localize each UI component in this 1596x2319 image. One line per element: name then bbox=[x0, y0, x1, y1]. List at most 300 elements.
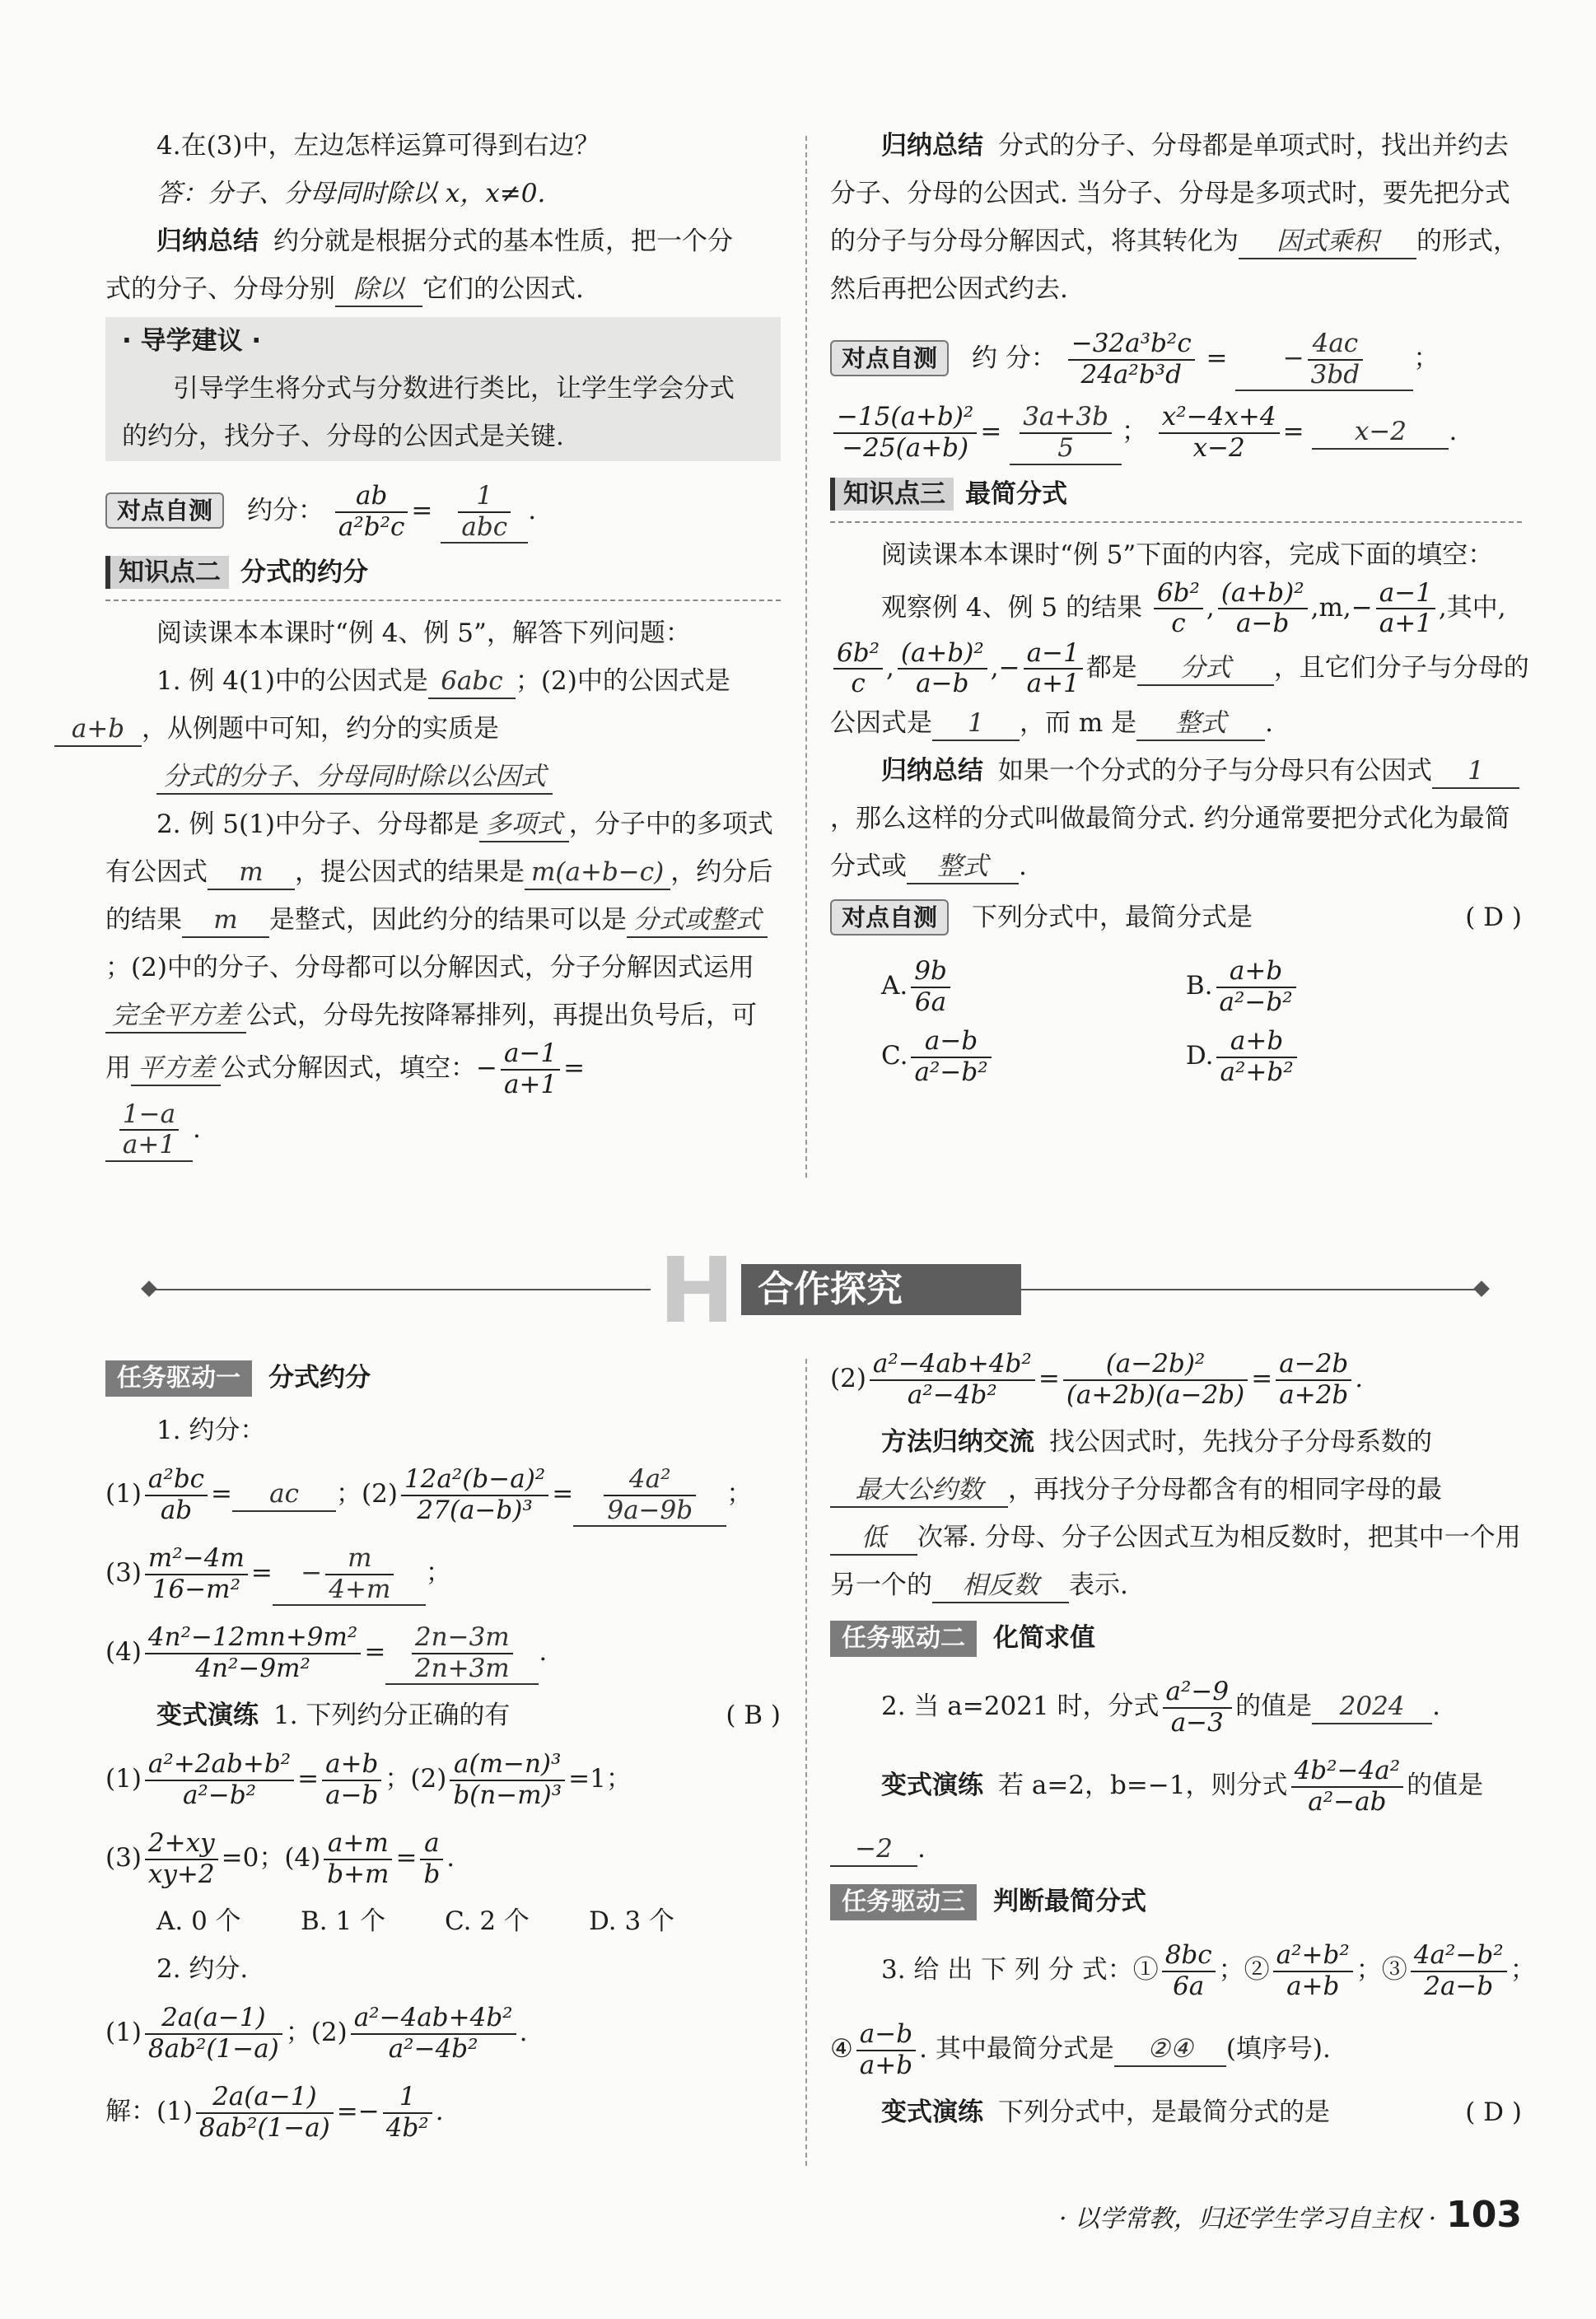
task-2-variant-answer: −2 . bbox=[830, 1825, 1522, 1873]
blank-one[interactable]: 1 bbox=[932, 707, 1020, 741]
fraction-a2bc-ab bbox=[145, 1465, 208, 1525]
method-text-a: 找公因式时，先找分子分母系数的 bbox=[1049, 1427, 1432, 1457]
blank-perfect-square[interactable]: 完全平方差 bbox=[105, 999, 246, 1034]
kp2-q2-answer-line: $\frac{1-a}{a+1}$ . bbox=[105, 1100, 781, 1162]
t3-fraction-4 bbox=[856, 2020, 916, 2080]
numerator: 9b bbox=[911, 957, 950, 988]
answer-denominator: 2n+3m bbox=[414, 1653, 510, 1683]
option-c-fraction bbox=[911, 1027, 991, 1087]
page-footer bbox=[1059, 2191, 1522, 2244]
guide-text-a: 引导学生将分式与分数进行类比，让学生学会分式 bbox=[173, 374, 735, 404]
numerator: (a+b)² bbox=[1218, 579, 1308, 610]
numerator: a(m−n)³ bbox=[450, 1750, 565, 1781]
task-3-question: 3. 给 出 下 列 分 式：① $\frac{8bc}{6a}$ ；② $\frac{\text{a²+b²}}{a+b}$ ；③ $\frac{\text{4a²−b²}}{2a-b}$ ； bbox=[881, 1939, 1536, 2001]
t3-fraction-3 bbox=[1411, 1941, 1507, 2001]
answer-fraction bbox=[458, 482, 511, 542]
variant-row-2: (3) $\frac{2+xy}{xy+2}$ =0；(4) $\frac{a+m}{b+m}$ = $\frac{a}{b}$ . bbox=[105, 1827, 455, 1889]
column-divider-top bbox=[805, 136, 807, 1178]
denominator: 16−m² bbox=[152, 1574, 240, 1604]
numerator: 4b²−4a² bbox=[1291, 1757, 1404, 1788]
option-c-label: C. bbox=[881, 1041, 908, 1071]
kp3-label: 知识点三 bbox=[830, 478, 954, 511]
solution-row: 解：(1) $\frac{2a(a-1)}{\text{8ab²(1−a)}}$ =− $\frac{1}{\text{4b²}}$ . bbox=[105, 2081, 444, 2143]
v-fraction-1 bbox=[145, 1750, 294, 1810]
numerator: 1 bbox=[383, 2083, 432, 2114]
fraction-a1-a1-2 bbox=[1024, 639, 1083, 699]
numerator: ab bbox=[335, 482, 408, 513]
numerator: a+b bbox=[1216, 1027, 1296, 1058]
task-3-question-2: ④ $\frac{a-b}{a+b}$ . 其中最简分式是 ②④ (填序号). bbox=[830, 2018, 1331, 2080]
blank-fraction[interactable]: 分式 bbox=[1137, 651, 1274, 686]
denominator: a−b bbox=[325, 1780, 379, 1810]
summary-label: 归纳总结 bbox=[881, 756, 983, 786]
numerator: 2a(a−1) bbox=[196, 2083, 334, 2114]
choice-a[interactable]: A. 0 个 bbox=[156, 1906, 241, 1936]
blank-lowest[interactable]: 低 bbox=[830, 1521, 917, 1556]
blank-final-fraction[interactable] bbox=[105, 1100, 193, 1162]
kp3-summary-b: ，那么这样的分式叫做最简分式. 约分通常要把分式化为最简分式或 bbox=[830, 804, 1510, 882]
fraction-4n2 bbox=[145, 1623, 361, 1683]
denominator: 4b² bbox=[385, 2112, 429, 2143]
kp2-title: 分式的约分 bbox=[240, 558, 368, 588]
answer-numerator: 4ac bbox=[1308, 329, 1363, 361]
answer-2024[interactable]: 2024 bbox=[1312, 1690, 1432, 1724]
t2-var-fraction bbox=[1291, 1757, 1404, 1817]
numerator: a²−9 bbox=[1163, 1677, 1233, 1709]
solution-answer bbox=[383, 2083, 432, 2143]
denominator: a²−b² bbox=[1219, 987, 1293, 1017]
denominator: c bbox=[851, 669, 866, 699]
denominator: −25(a+b) bbox=[842, 432, 969, 463]
blank-divide[interactable]: 除以 bbox=[335, 273, 422, 307]
blank-one-2[interactable]: 1 bbox=[1432, 754, 1519, 789]
method-text-b: ，再找分子分母都含有的相同字母的最 bbox=[1008, 1475, 1442, 1505]
denominator: 27(a−b)³ bbox=[417, 1495, 533, 1525]
method-text-d: 表示. bbox=[1069, 1570, 1128, 1600]
denominator: a−3 bbox=[1170, 1707, 1224, 1738]
blank-m-2[interactable]: m bbox=[182, 903, 269, 938]
kp2-question-2: 2. 例 5(1)中分子、分母都是 多项式 ，分子中的多项式有公因式 m ，提公因式的结果是 m(a+b−c) ，约分后的结果 m 是整式，因此约分的结果可以是 分式或整式；(2)中的分子、分母都可以分解因式，分子分解因式运用完全平方差 公式，分母先按降幂排列，再提出负号后，可用 平方差 公式分解因式，填空：− $\frac{a-1}{a+1}$ = bbox=[105, 810, 773, 1099]
fraction-a1-a1 bbox=[1376, 579, 1435, 639]
t3-fraction-1 bbox=[1162, 1941, 1216, 2001]
denominator: a²−4b² bbox=[907, 1379, 997, 1410]
options-row-1 bbox=[830, 953, 1522, 1019]
numerator: a+m bbox=[324, 1829, 392, 1860]
kp2-label: 知识点二 bbox=[105, 556, 229, 589]
option-a-label: A. bbox=[881, 971, 908, 1001]
task-2-question: 2. 当 a=2021 时，分式 $\frac{\text{a²−9}}{a-3}$ 的值是 2024 . bbox=[881, 1676, 1440, 1738]
q2-fraction-2 bbox=[351, 2004, 516, 2064]
numerator: −15(a+b)² bbox=[833, 403, 977, 434]
self-test-3 bbox=[830, 894, 1522, 941]
task-1-row-2: (3) $\frac{\text{m²−4m}}{\text{16−m²}}$ = − $\frac{m}{4+m}$ ； bbox=[105, 1533, 781, 1612]
kp2-q2-text-f: ；(2)中的分子、分母都可以分解因式，分子分解因式运用 bbox=[105, 953, 754, 983]
blank-polynomial[interactable]: 多项式 bbox=[479, 808, 569, 842]
footer-motto: · 以学常教，归还学生学习自主权 · bbox=[1058, 2205, 1437, 2233]
v-fraction-2 bbox=[450, 1750, 565, 1810]
denominator: a+1 bbox=[1379, 609, 1432, 639]
task-1-row-3: (4) $\frac{\text{4n²−12mn+9m²}}{\text{4n²−9m²}}$ = $\frac{2n-3m}{2n+3m}$ . bbox=[105, 1612, 781, 1691]
numerator: m²−4m bbox=[145, 1544, 248, 1575]
answer-fraction bbox=[325, 1544, 394, 1604]
blank-factor-result[interactable]: m(a+b−c) bbox=[525, 856, 670, 890]
kp2-q1-text-b: ；(2)中的公因式是 bbox=[515, 666, 730, 697]
answer-numerator: 4a² bbox=[604, 1465, 696, 1496]
option-d-fraction bbox=[1216, 1027, 1296, 1087]
fraction-6b2-c-2 bbox=[833, 639, 883, 699]
kp2-question-1 bbox=[71, 657, 781, 800]
denominator: b+m bbox=[327, 1859, 390, 1889]
task-1-row-1: (1) $\frac{\text{a²bc}}{ab}$ = ac ；(2) $\frac{\text{12a²(b−a)²}}{\text{27(a−b)³}}$ = $\frac{\text{4a²}}{9a-9b}$ ； bbox=[105, 1454, 781, 1533]
answer-fraction bbox=[1308, 329, 1363, 390]
v-fraction-4b bbox=[420, 1829, 443, 1889]
fraction-3 bbox=[1159, 403, 1280, 463]
task-1-label: 任务驱动一 bbox=[105, 1360, 252, 1397]
task-3-variant bbox=[830, 2088, 1522, 2136]
denominator: x−2 bbox=[1192, 432, 1245, 463]
method-summary bbox=[830, 1418, 1522, 1609]
denominator: a²−4b² bbox=[388, 2033, 478, 2064]
denominator: 6a bbox=[1173, 1971, 1205, 2001]
kp3-title: 最简分式 bbox=[965, 478, 1067, 509]
task-2-text: 2. 当 a=2021 时，分式 bbox=[881, 1691, 1160, 1721]
denominator: a+1 bbox=[1026, 669, 1080, 699]
summary-2 bbox=[830, 122, 1522, 313]
numerator: a−2b bbox=[1276, 1350, 1351, 1381]
choice-c[interactable]: C. 2 个 bbox=[445, 1906, 530, 1936]
kp2-q2-text-d: ，约分后的结果 bbox=[105, 857, 773, 936]
denominator: b(n−m)³ bbox=[453, 1780, 562, 1810]
self-test-2: 对点自测 约 分： $\frac{\text{−32a³b²c}}{\text{24a²b³d}}$ = − $\frac{4ac}{3bd}$ ； bbox=[830, 329, 1522, 391]
right-top-column bbox=[830, 122, 1529, 1093]
answer-denominator: 4+m bbox=[329, 1574, 391, 1604]
blank-common-factor-2[interactable]: a+b bbox=[54, 712, 142, 747]
equals-sign: = bbox=[411, 496, 433, 526]
answer-2[interactable] bbox=[573, 1465, 726, 1527]
variant-answer[interactable]: ( D ) bbox=[1465, 2097, 1522, 2127]
part-2-label: (2) bbox=[830, 1364, 866, 1393]
self-test-badge: 对点自测 bbox=[830, 899, 949, 936]
answer-denominator: 5 bbox=[1057, 432, 1074, 463]
kp3-observe-2: $\frac{\text{6b²}}{c}$ , $\frac{\text{(a+b)²}}{a-b}$ ,− $\frac{a-1}{a+1}$ 都是 分式 ，且它们分子与分母的 bbox=[830, 639, 1522, 699]
task-2-variant bbox=[830, 1746, 1522, 1825]
choice-d[interactable]: D. 3 个 bbox=[589, 1906, 675, 1936]
banner-dot-right bbox=[1473, 1281, 1490, 1297]
kp3-observe-text: 观察例 4、例 5 的结果 bbox=[881, 592, 1143, 623]
answer-fraction bbox=[604, 1465, 696, 1525]
answer-2-4[interactable]: ②④ bbox=[1114, 2032, 1226, 2067]
denominator: xy+2 bbox=[147, 1859, 215, 1889]
task-2-heading bbox=[830, 1614, 1522, 1662]
denominator: a²+b² bbox=[1220, 1057, 1294, 1087]
solution-fraction bbox=[196, 2083, 334, 2143]
denominator: 6a bbox=[914, 987, 947, 1017]
variant-choices bbox=[105, 1897, 781, 1945]
answer-1[interactable]: − $\frac{4ac}{3bd}$ bbox=[1235, 329, 1413, 391]
variant-row-1: (1) $\frac{\text{a²+2ab+b²}}{\text{a²−b²}}$ = $\frac{a+b}{a-b}$ ；(2) $\frac{\text{a(m−n)³}}{\text{b(n−m)³}}$ =1； bbox=[105, 1748, 632, 1810]
blank-diff-squares[interactable]: 平方差 bbox=[131, 1052, 221, 1086]
kp3-observe-3: 公因式是 1 ，而 m 是 整式 . bbox=[830, 699, 1522, 747]
question-4: 4.在(3)中，左边怎样运算可得到右边？ bbox=[156, 131, 600, 161]
blank-common-factor-1[interactable]: 6abc bbox=[428, 665, 516, 699]
q2-fraction-1 bbox=[145, 2004, 282, 2064]
banner-rule-left bbox=[148, 1289, 651, 1290]
denominator: a²−ab bbox=[1308, 1786, 1387, 1817]
summary-label: 归纳总结 bbox=[881, 131, 983, 161]
fraction-ab2-ab bbox=[1218, 579, 1308, 639]
denominator: 8ab²(1−a) bbox=[198, 2112, 330, 2143]
fraction-ab2-ab-2 bbox=[898, 639, 987, 699]
self-test-prefix: 约 分： bbox=[972, 343, 1057, 374]
task-1-question: 1. 约分： bbox=[156, 1416, 266, 1445]
blank-m[interactable]: m bbox=[208, 856, 295, 890]
denominator: a+b bbox=[859, 2050, 913, 2080]
answer-numerator: 2n−3m bbox=[412, 1623, 513, 1654]
numerator: a²−4ab+4b² bbox=[351, 2004, 516, 2035]
right-bottom-column bbox=[830, 1348, 1536, 2136]
left-bottom-column bbox=[105, 1349, 781, 2151]
choice-b[interactable]: B. 1 个 bbox=[301, 1906, 386, 1936]
answer-3[interactable]: x−2 bbox=[1312, 415, 1449, 450]
self-test-answer[interactable]: ( D ) bbox=[1465, 903, 1522, 933]
option-c[interactable] bbox=[881, 1019, 1178, 1093]
summary-text: 分式的分子、分母都是单项式时，找出并约去分子、分母的公因式. 当分子、分母是多项式时，要先把分式的分子与分母分解因式，将其转化为 bbox=[830, 131, 1510, 256]
variant-label: 变式演练 bbox=[156, 1701, 259, 1730]
t3-fraction-2 bbox=[1273, 1941, 1353, 2001]
numerator: a+b bbox=[1216, 957, 1296, 988]
blank-factor-product[interactable]: 因式乘积 bbox=[1239, 225, 1416, 259]
answer-2[interactable] bbox=[1010, 403, 1122, 464]
sol2-fraction-3 bbox=[1276, 1350, 1351, 1410]
self-test-badge: 对点自测 bbox=[105, 492, 224, 529]
denominator: c bbox=[1171, 609, 1186, 639]
answer-numerator: m bbox=[325, 1544, 394, 1575]
q2-row: (1) $\frac{2a(a-1)}{\text{8ab²(1−a)}}$ ；(2) $\frac{\text{a²−4ab+4b²}}{\text{a²−4b²}}$ . bbox=[105, 2002, 528, 2064]
task-1-title: 分式约分 bbox=[268, 1363, 371, 1393]
fraction-6b2-c bbox=[1154, 579, 1203, 639]
denominator: a+2b bbox=[1279, 1379, 1349, 1410]
answer-numerator: 1−a bbox=[119, 1100, 179, 1132]
task-3-text: 3. 给 出 下 列 分 式： bbox=[881, 1955, 1133, 1985]
numerator: 6b² bbox=[1154, 579, 1203, 610]
numerator: a−1 bbox=[501, 1039, 560, 1071]
v-fraction-4 bbox=[324, 1829, 392, 1889]
numerator: −32a³b²c bbox=[1068, 329, 1195, 361]
banner-letter: H bbox=[659, 1238, 735, 1343]
option-b-fraction bbox=[1216, 957, 1296, 1017]
task-3-label: 任务驱动三 bbox=[830, 1884, 977, 1920]
kp3-summary-a: 如果一个分式的分子与分母只有公因式 bbox=[998, 756, 1432, 786]
guide-title: · 导学建议 · bbox=[122, 326, 262, 356]
answer-neg-2[interactable]: −2 bbox=[830, 1832, 917, 1867]
denominator: 24a²b³d bbox=[1080, 359, 1182, 390]
answer-denominator: 3bd bbox=[1310, 359, 1360, 390]
summary-1 bbox=[105, 217, 781, 313]
method-text-c: 次幂. 分母、分子公因式互为相反数时，把其中一个用另一个的 bbox=[830, 1523, 1521, 1600]
self-test-fraction bbox=[335, 482, 408, 542]
fraction-12a2 bbox=[401, 1465, 548, 1525]
denominator: a+1 bbox=[503, 1069, 558, 1099]
denominator: a²−b² bbox=[182, 1780, 257, 1810]
answer-denominator: a+1 bbox=[122, 1130, 176, 1160]
kp2-q2-text-a: 2. 例 5(1)中分子、分母都是 bbox=[156, 810, 479, 840]
numerator: a−b bbox=[856, 2020, 916, 2051]
knowledge-point-3-heading bbox=[830, 470, 1522, 523]
option-a-fraction bbox=[911, 957, 950, 1017]
numerator: a−1 bbox=[1024, 639, 1083, 670]
answer-denominator: 9a−9b bbox=[607, 1495, 693, 1525]
blank-opposite[interactable]: 相反数 bbox=[932, 1569, 1069, 1603]
self-test-answer[interactable] bbox=[441, 482, 528, 544]
banner-title: 合作探究 bbox=[741, 1264, 1021, 1315]
blank-essence[interactable]: 分式的分子、分母同时除以公因式 bbox=[156, 760, 553, 795]
variant-text: 若 a=2，b=−1，则分式 bbox=[998, 1771, 1288, 1800]
solution-part-2: (2) $\frac{\text{a²−4ab+4b²}}{\text{a²−4b²}}$ = $\frac{\text{(a−2b)²}}{(a+2b)(a-2b)}$ = $\frac{a-2b}{a+2b}$ . bbox=[830, 1348, 1364, 1410]
numerator: x²−4x+4 bbox=[1159, 403, 1280, 434]
task-3-fill: (填序号). bbox=[1225, 2034, 1331, 2064]
denominator: a²b²c bbox=[338, 511, 405, 542]
option-b[interactable] bbox=[1186, 953, 1482, 1019]
v-fraction-1b bbox=[322, 1750, 381, 1810]
cooperative-inquiry-banner bbox=[148, 1238, 1482, 1343]
summary-label: 归纳总结 bbox=[156, 226, 259, 256]
option-d-label: D. bbox=[1185, 1041, 1214, 1071]
denominator: a²−b² bbox=[914, 1057, 988, 1087]
answer-fraction bbox=[119, 1100, 179, 1160]
numerator: 2a(a−1) bbox=[145, 2004, 282, 2035]
kp2-q2-fraction bbox=[501, 1039, 560, 1099]
kp2-intro: 阅读课本本课时“例 4、例 5”，解答下列问题： bbox=[156, 618, 691, 649]
knowledge-point-2-heading bbox=[105, 548, 781, 601]
task-2-title: 化简求值 bbox=[993, 1623, 1095, 1653]
kp3-observe: 观察例 4、例 5 的结果 $\frac{\text{6b²}}{c}$ , $\frac{\text{(a+b)²}}{a-b}$ ,m,− $\frac{a-1}{a+1}$ ,其中, bbox=[881, 577, 1506, 639]
self-test-badge: 对点自测 bbox=[830, 340, 949, 376]
kp2-q1-text: 1. 例 4(1)中的公因式是 bbox=[156, 666, 428, 697]
task-2-tail: 的值是 bbox=[1235, 1691, 1313, 1721]
numerator: a bbox=[420, 1829, 443, 1860]
answer-denominator: abc bbox=[461, 511, 508, 542]
self-test-1: 对点自测 约分： $\frac{ab}{\text{a²b²c}}$ = $\frac{1}{\text{abc}}$ . bbox=[105, 482, 781, 544]
task-3-tail: 其中最简分式是 bbox=[935, 2034, 1114, 2064]
numerator: (a−2b)² bbox=[1063, 1350, 1248, 1381]
task-1-question-2: 2. 约分. bbox=[156, 1954, 249, 1984]
summary-text: 约分就是根据分式的基本性质，把一个分 bbox=[273, 226, 733, 256]
t2-fraction bbox=[1163, 1677, 1233, 1738]
banner-rule-right bbox=[1021, 1289, 1482, 1290]
numerator: a²+b² bbox=[1273, 1941, 1353, 1972]
blank-gcd[interactable]: 最大公约数 bbox=[830, 1473, 1008, 1508]
answer-fraction bbox=[1020, 403, 1112, 463]
banner-dot-left bbox=[141, 1281, 157, 1297]
self-test-2-row2: $\frac{\text{−15(a+b)²}}{-25(a+b)}$ = $\frac{3a+3b}{5}$ ； $\frac{\text{x²−4x+4}}{x-2}$ = x−2 . bbox=[830, 403, 1522, 464]
column-divider-bottom bbox=[805, 1359, 807, 2166]
summary-text-b: 式的分子、分母分别 bbox=[105, 274, 335, 304]
numerator: 6b² bbox=[833, 639, 883, 670]
kp3-summary: 归纳总结 如果一个分式的分子与分母只有公因式 1，那么这样的分式叫做最简分式. 约分通常要把分式化为最简分式或 整式 . bbox=[830, 747, 1522, 890]
blank-fraction-or-integral[interactable]: 分式或整式 bbox=[627, 903, 768, 938]
answer-numerator: 1 bbox=[458, 482, 511, 513]
page-number: 103 bbox=[1446, 2194, 1522, 2236]
summary-text-b: 的形式，然后再把公因式约去. bbox=[830, 226, 1519, 304]
denominator: a−b bbox=[916, 669, 969, 699]
kp2-q2-text-g: 公式，分母先按降幂排列，再提出负号后，可用 bbox=[105, 1001, 757, 1084]
kp2-q2-text-e: 是整式，因此约分的结果可以是 bbox=[269, 905, 627, 936]
denominator: a−b bbox=[1236, 609, 1290, 639]
variant-text: 下列分式中，是最简分式的是 bbox=[998, 2097, 1330, 2127]
question-4-answer: 答：分子、分母同时除以 x，x≠0. bbox=[156, 179, 546, 208]
denominator: 2a−b bbox=[1424, 1971, 1494, 2001]
numerator: 8bc bbox=[1162, 1941, 1216, 1972]
fraction-m2 bbox=[145, 1544, 248, 1604]
fraction-1 bbox=[1068, 329, 1195, 390]
self-test-question: 下列分式中，最简分式是 bbox=[972, 903, 1253, 933]
kp2-q2-text-b: ，分子中的多项式有公因式 bbox=[105, 810, 773, 888]
sol2-fraction-1 bbox=[870, 1350, 1035, 1410]
numerator: 4a²−b² bbox=[1411, 1941, 1507, 1972]
self-test-prefix: 约分： bbox=[247, 496, 324, 526]
numerator: a−1 bbox=[1376, 579, 1435, 610]
variant-label: 变式演练 bbox=[881, 1771, 983, 1800]
numerator: a²+2ab+b² bbox=[145, 1750, 294, 1781]
blank-integral[interactable]: 整式 bbox=[1136, 707, 1265, 741]
method-label: 方法归纳交流 bbox=[881, 1427, 1034, 1457]
option-a[interactable] bbox=[881, 953, 1178, 1019]
task-3-heading bbox=[830, 1878, 1522, 1925]
denominator: (a+2b)(a−2b) bbox=[1066, 1379, 1245, 1410]
answer-numerator: 3a+3b bbox=[1020, 403, 1112, 434]
numerator: (a+b)² bbox=[898, 639, 987, 670]
options-row-2 bbox=[830, 1019, 1522, 1093]
solution-prefix: 解：(1) bbox=[105, 2097, 193, 2126]
numerator: a−b bbox=[911, 1027, 991, 1058]
numerator: a²−4ab+4b² bbox=[870, 1350, 1035, 1381]
left-top-column-2 bbox=[71, 481, 781, 1162]
denominator: b bbox=[423, 1859, 441, 1889]
numerator: a²bc bbox=[145, 1465, 208, 1496]
denominator: 4n²−9m² bbox=[195, 1653, 310, 1683]
kp3-intro: 阅读课本本课时“例 5”下面的内容，完成下面的填空： bbox=[881, 539, 1494, 570]
v-fraction-3 bbox=[145, 1829, 218, 1889]
denominator: 8ab²(1−a) bbox=[147, 2033, 279, 2064]
study-guide-box bbox=[105, 317, 781, 461]
kp2-q2-text-c: ，提公因式的结果是 bbox=[295, 857, 525, 888]
option-d[interactable] bbox=[1186, 1019, 1482, 1093]
task-1-heading bbox=[105, 1354, 781, 1402]
fraction-2 bbox=[833, 403, 977, 463]
answer-fraction bbox=[412, 1623, 513, 1683]
task-3-title: 判断最简分式 bbox=[993, 1887, 1146, 1916]
denominator: ab bbox=[160, 1495, 193, 1525]
answer-ac[interactable]: ac bbox=[232, 1477, 336, 1512]
numerator: 12a²(b−a)² bbox=[401, 1465, 548, 1496]
sol2-fraction-2 bbox=[1063, 1350, 1248, 1410]
numerator: 2+xy bbox=[145, 1829, 218, 1860]
kp2-q1-text-c: ，从例题中可知，约分的实质是 bbox=[142, 714, 499, 744]
kp2-q2-text-h: 公式分解因式，填空：− bbox=[221, 1053, 497, 1084]
left-top-column bbox=[105, 122, 781, 313]
variant-tail: 的值是 bbox=[1407, 1771, 1484, 1800]
blank-integral-2[interactable]: 整式 bbox=[907, 850, 1019, 884]
summary-text-c: 它们的公因式. bbox=[422, 274, 584, 304]
guide-text-b: 的约分，找分子、分母的公因式是关键. bbox=[122, 422, 564, 451]
denominator: a+b bbox=[1286, 1971, 1340, 2001]
numerator: a+b bbox=[322, 1750, 381, 1781]
task-2-label: 任务驱动二 bbox=[830, 1621, 977, 1657]
variant-answer[interactable]: ( B ) bbox=[726, 1701, 781, 1730]
variant-question: 1. 下列约分正确的有 bbox=[273, 1701, 511, 1730]
answer-4[interactable] bbox=[385, 1623, 539, 1685]
answer-3[interactable]: − $\frac{m}{4+m}$ bbox=[273, 1544, 426, 1606]
